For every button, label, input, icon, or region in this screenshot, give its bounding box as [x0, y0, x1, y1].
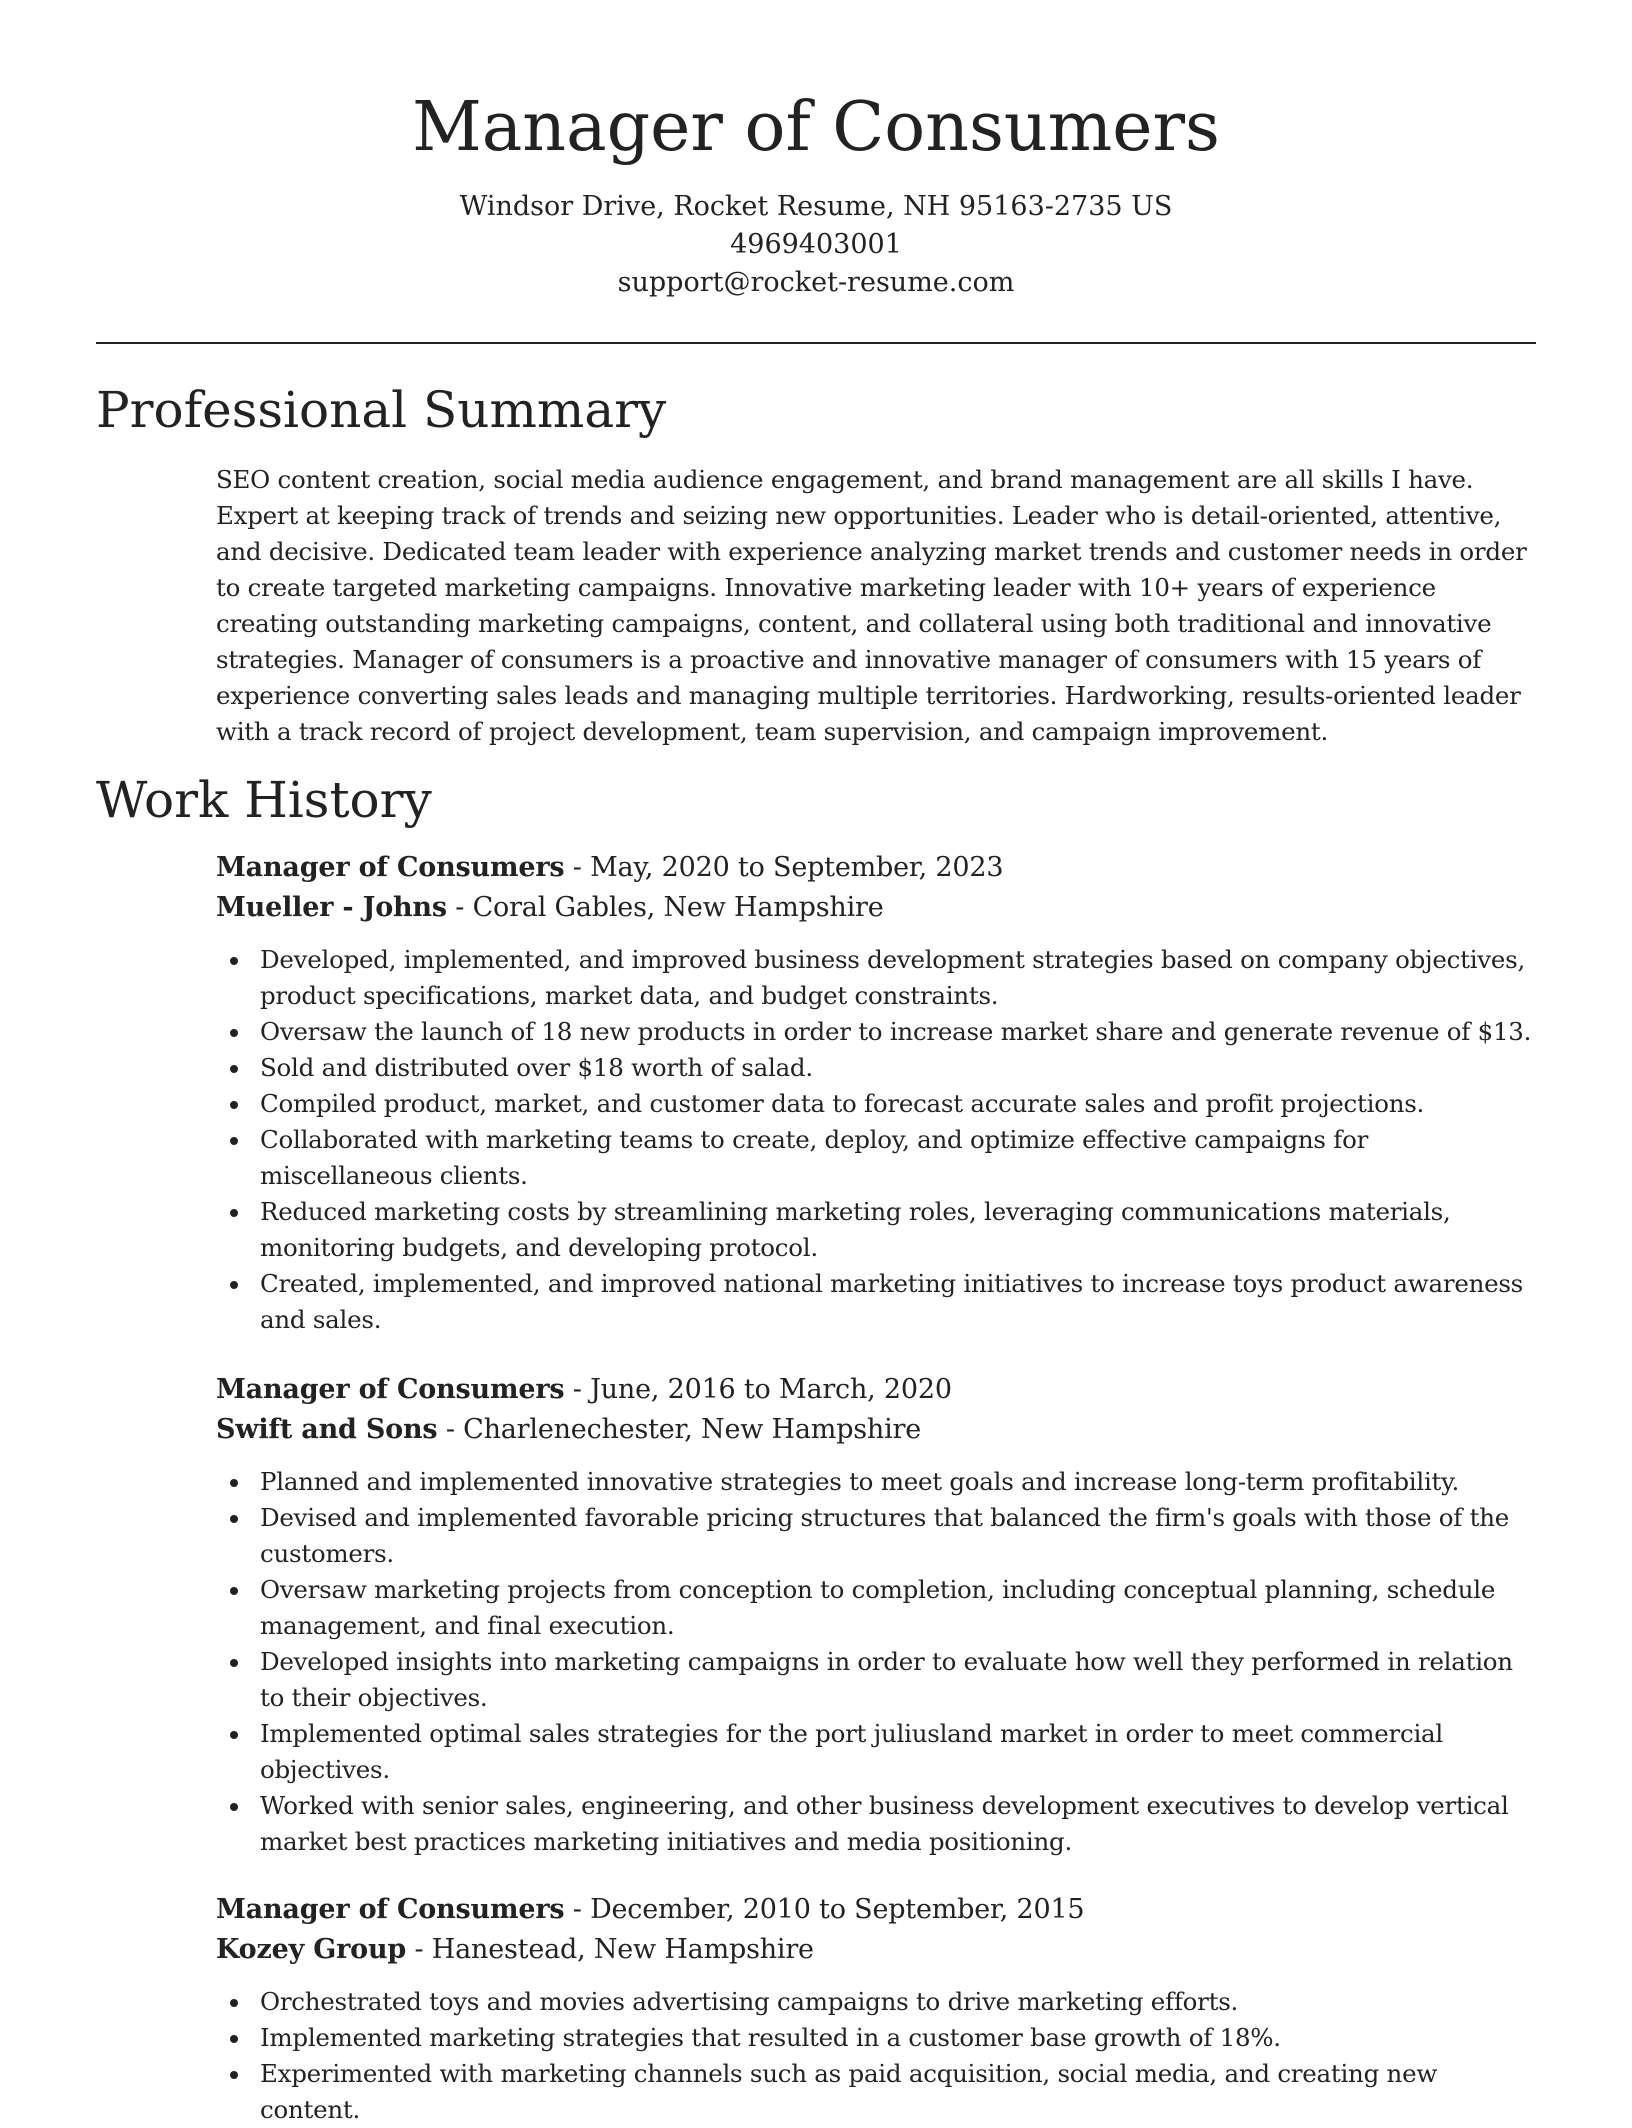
job-company-line [216, 1930, 1538, 1970]
list-item: Collaborated with marketing teams to create, deploy, and optimize effective campaigns for miscellaneous clients. [216, 1122, 1538, 1194]
list-item: Created, implemented, and improved national marketing initiatives to increase toys product awareness and sales. [216, 1266, 1538, 1338]
company-separator: - [414, 1934, 432, 1965]
company-separator: - [445, 1414, 464, 1445]
job-title: Manager of Consumers [216, 852, 565, 883]
list-item: Reduced marketing costs by streamlining marketing roles, leveraging communications materials, monitoring budgets, and developing protocol. [216, 1194, 1538, 1266]
job-bullets [216, 1984, 1538, 2128]
job-title: Manager of Consumers [216, 1374, 565, 1405]
job-company: Swift and Sons [216, 1414, 438, 1445]
work-history-heading: Work History [96, 771, 432, 829]
job-dates: June, 2016 to March, 2020 [590, 1374, 952, 1405]
list-item: Sold and distributed over $18 worth of salad. [216, 1050, 1538, 1086]
job-entry [216, 1890, 1538, 2128]
list-item: Worked with senior sales, engineering, and other business development executives to develop vertical market best practices marketing initiatives and media positioning. [216, 1788, 1538, 1860]
title-separator: - [572, 852, 591, 883]
company-separator: - [455, 892, 473, 923]
list-item: Developed, implemented, and improved business development strategies based on company objectives, product specifications, market data, and budget constraints. [216, 942, 1538, 1014]
job-dates: December, 2010 to September, 2015 [590, 1894, 1085, 1925]
job-title-line [216, 848, 1538, 888]
job-location: Charlenechester, New Hampshire [463, 1414, 922, 1445]
contact-email: support@rocket-resume.com [617, 267, 1015, 298]
contact-info [0, 188, 1632, 302]
list-item: Developed insights into marketing campaigns in order to evaluate how well they performed in relation to their objectives. [216, 1644, 1538, 1716]
resume-header [0, 0, 1632, 302]
title-separator: - [572, 1894, 591, 1925]
list-item: Oversaw marketing projects from conception to completion, including conceptual planning, schedule management, and final execution. [216, 1572, 1538, 1644]
job-location: Hanestead, New Hampshire [431, 1934, 814, 1965]
candidate-name: Manager of Consumers [412, 88, 1220, 167]
list-item: Compiled product, market, and customer data to forecast accurate sales and profit projections. [216, 1086, 1538, 1122]
job-bullets [216, 942, 1538, 1338]
list-item: Planned and implemented innovative strategies to meet goals and increase long-term profitability. [216, 1464, 1538, 1500]
list-item: Experimented with marketing channels such as paid acquisition, social media, and creating new content. [216, 2056, 1538, 2128]
job-dates: May, 2020 to September, 2023 [590, 852, 1004, 883]
job-bullets [216, 1464, 1538, 1860]
list-item: Devised and implemented favorable pricing structures that balanced the firm's goals with those of the customers. [216, 1500, 1538, 1572]
job-title: Manager of Consumers [216, 1894, 565, 1925]
summary-text: SEO content creation, social media audience engagement, and brand management are all skills I have. Expert at keeping track of trends and seizing new opportunities. Leader who is detail-oriented, attentive, and decisive. Dedicated team leader with experience analyzing market trends and customer needs in order to create targeted marketing campaigns. Innovative marketing leader with 10+ years of experience creating outstanding marketing campaigns, content, and collateral using both traditional and innovative strategies. Manager of consumers is a proactive and innovative manager of consumers with 15 years of experience converting sales leads and managing multiple territories. Hardworking, results-oriented leader with a track record of project development, team supervision, and campaign improvement. [216, 465, 1527, 746]
list-item: Oversaw the launch of 18 new products in order to increase market share and generate revenue of $13. [216, 1014, 1538, 1050]
job-company-line [216, 1410, 1538, 1450]
list-item: Implemented marketing strategies that resulted in a customer base growth of 18%. [216, 2020, 1538, 2056]
contact-address: Windsor Drive, Rocket Resume, NH 95163-2735 US [459, 191, 1173, 222]
list-item: Orchestrated toys and movies advertising campaigns to drive marketing efforts. [216, 1984, 1538, 2020]
job-entry [216, 848, 1538, 1338]
summary-heading: Professional Summary [96, 381, 667, 439]
list-item: Implemented optimal sales strategies for the port juliusland market in order to meet commercial objectives. [216, 1716, 1538, 1788]
contact-phone: 4969403001 [730, 229, 902, 260]
job-location: Coral Gables, New Hampshire [472, 892, 884, 923]
job-company: Mueller - Johns [216, 892, 447, 923]
job-title-line [216, 1370, 1538, 1410]
job-company: Kozey Group [216, 1934, 407, 1965]
header-divider [96, 342, 1536, 344]
job-entry [216, 1370, 1538, 1860]
job-title-line [216, 1890, 1538, 1930]
job-company-line [216, 888, 1538, 928]
title-separator: - [572, 1374, 591, 1405]
